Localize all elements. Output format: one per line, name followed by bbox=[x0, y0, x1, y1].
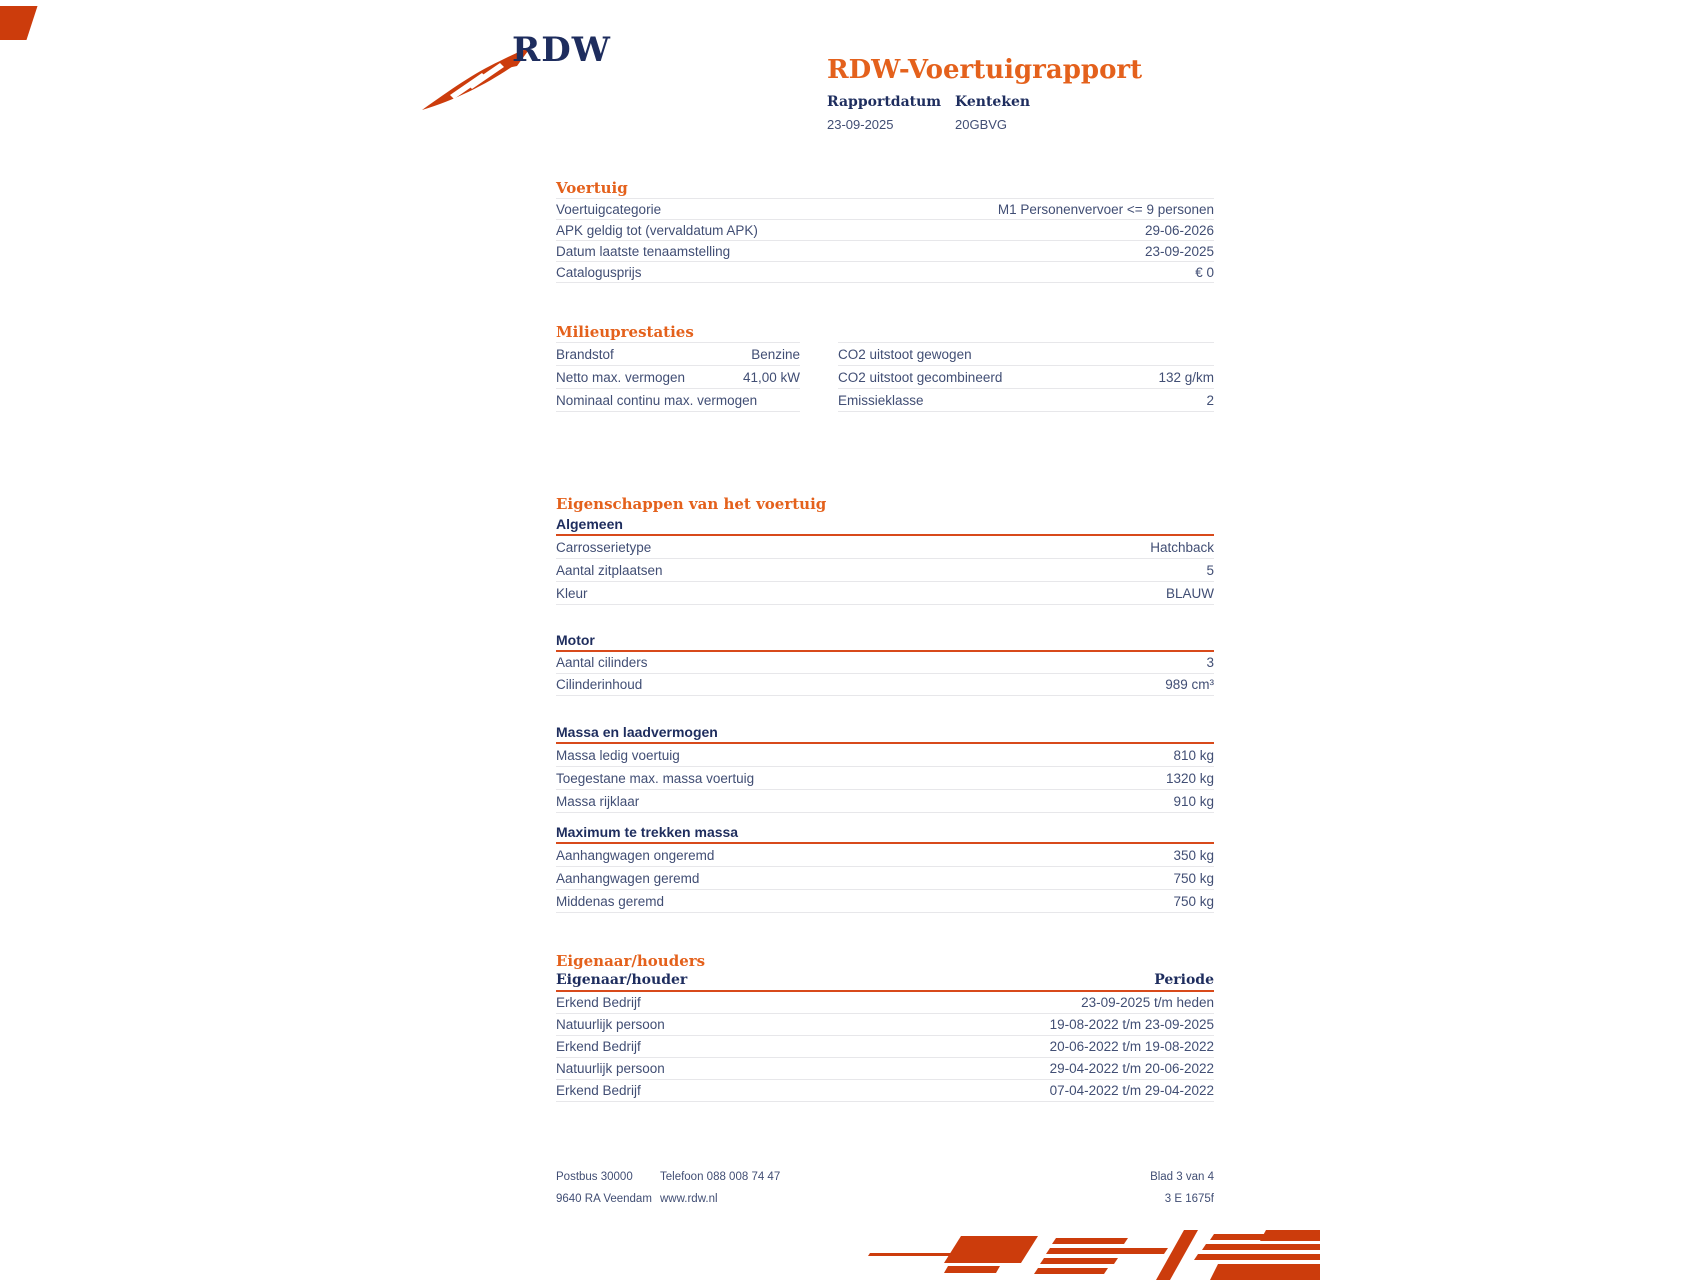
row-label: Middenas geremd bbox=[556, 893, 665, 909]
row-value: 1320 kg bbox=[1165, 770, 1214, 786]
footer-page-info bbox=[1150, 1171, 1214, 1205]
algemeen-table bbox=[556, 534, 1214, 605]
table-row bbox=[556, 343, 800, 366]
table-row bbox=[556, 790, 1214, 813]
page-edge-brand-mark bbox=[0, 6, 38, 40]
speed-lines-graphic bbox=[866, 1230, 1320, 1280]
table-row bbox=[838, 366, 1214, 389]
footer-contact bbox=[660, 1171, 780, 1205]
row-value: 910 kg bbox=[1173, 793, 1214, 809]
row-label: Netto max. vermogen bbox=[556, 369, 686, 385]
report-date-label: Rapportdatum bbox=[827, 94, 942, 110]
table-row bbox=[556, 366, 800, 389]
footer-postbus: Postbus 30000 bbox=[556, 1171, 633, 1183]
subsection-trekken bbox=[556, 822, 1214, 913]
row-value: 350 kg bbox=[1173, 847, 1214, 863]
row-value: 132 g/km bbox=[1158, 369, 1214, 385]
subsection-motor bbox=[556, 630, 1214, 696]
owner-period: 07-04-2022 t/m 29-04-2022 bbox=[1049, 1083, 1214, 1098]
table-row bbox=[556, 767, 1214, 790]
row-label: Voertuigcategorie bbox=[556, 201, 662, 217]
owner-type: Erkend Bedrijf bbox=[556, 1039, 641, 1054]
subsection-title: Massa en laadvermogen bbox=[556, 724, 718, 740]
table-row bbox=[556, 1014, 1214, 1036]
row-value: Hatchback bbox=[1150, 539, 1214, 555]
row-label: Aantal zitplaatsen bbox=[556, 562, 663, 578]
footer-phone: Telefoon 088 008 74 47 bbox=[660, 1171, 781, 1183]
row-label: CO2 uitstoot gecombineerd bbox=[838, 369, 1003, 385]
footer-page-indicator: Blad 3 van 4 bbox=[1150, 1171, 1214, 1183]
table-row bbox=[838, 343, 1214, 366]
row-label: CO2 uitstoot gewogen bbox=[838, 346, 972, 362]
table-row bbox=[556, 992, 1214, 1014]
row-value: 5 bbox=[1206, 562, 1214, 578]
owners-col-owner: Eigenaar/houder bbox=[556, 972, 688, 988]
row-label: Aanhangwagen geremd bbox=[556, 870, 700, 886]
row-value: 3 bbox=[1206, 655, 1214, 670]
table-row bbox=[556, 890, 1214, 913]
section-eigenaars bbox=[556, 951, 1214, 1102]
section-eigenschappen bbox=[556, 494, 1214, 914]
owner-type: Natuurlijk persoon bbox=[556, 1061, 665, 1076]
owner-type: Natuurlijk persoon bbox=[556, 1017, 665, 1032]
row-value: 750 kg bbox=[1173, 893, 1214, 909]
section-title: Milieuprestaties bbox=[556, 323, 694, 341]
row-value: 2 bbox=[1206, 392, 1214, 408]
section-title: Eigenschappen van het voertuig bbox=[556, 495, 827, 513]
owner-period: 23-09-2025 t/m heden bbox=[1081, 995, 1214, 1010]
subsection-massa bbox=[556, 722, 1214, 813]
table-row bbox=[556, 199, 1214, 220]
row-value: 750 kg bbox=[1173, 870, 1214, 886]
row-label: Aantal cilinders bbox=[556, 655, 648, 670]
table-row bbox=[556, 262, 1214, 283]
table-row bbox=[838, 389, 1214, 412]
section-milieuprestaties bbox=[556, 322, 1214, 412]
row-value: 29-06-2026 bbox=[1144, 222, 1214, 238]
row-label: APK geldig tot (vervaldatum APK) bbox=[556, 222, 758, 238]
table-row bbox=[556, 389, 800, 412]
owners-col-period: Periode bbox=[1154, 972, 1214, 988]
motor-table bbox=[556, 650, 1214, 696]
owner-period: 19-08-2022 t/m 23-09-2025 bbox=[1049, 1017, 1214, 1032]
table-row bbox=[556, 536, 1214, 559]
row-value: 23-09-2025 bbox=[1144, 243, 1214, 259]
rdw-wordmark: RDW bbox=[512, 30, 611, 70]
row-value: 989 cm³ bbox=[1165, 677, 1214, 692]
report-content bbox=[556, 0, 1214, 1280]
row-value: 41,00 kW bbox=[742, 369, 800, 385]
table-row bbox=[556, 1080, 1214, 1102]
owners-table bbox=[556, 992, 1214, 1102]
row-label: Kleur bbox=[556, 585, 588, 601]
kenteken-value: 20GBVG bbox=[955, 117, 1008, 132]
milieu-right-table bbox=[838, 342, 1214, 412]
row-label: Emissieklasse bbox=[838, 392, 924, 408]
row-label: Carrosserietype bbox=[556, 539, 652, 555]
milieu-gap bbox=[800, 342, 838, 412]
table-row bbox=[556, 867, 1214, 890]
table-row bbox=[556, 844, 1214, 867]
row-value: BLAUW bbox=[1165, 585, 1214, 601]
row-value: 810 kg bbox=[1173, 747, 1214, 763]
table-row bbox=[556, 1036, 1214, 1058]
footer-city: 9640 RA Veendam bbox=[556, 1193, 652, 1205]
footer-website: www.rdw.nl bbox=[660, 1193, 718, 1205]
row-value: Benzine bbox=[751, 346, 800, 362]
owner-type: Erkend Bedrijf bbox=[556, 1083, 641, 1098]
trekken-table bbox=[556, 842, 1214, 913]
voertuig-table bbox=[556, 198, 1214, 283]
footer-address bbox=[556, 1171, 652, 1205]
owners-header-row bbox=[556, 971, 1214, 992]
owner-period: 20-06-2022 t/m 19-08-2022 bbox=[1049, 1039, 1214, 1054]
subsection-algemeen bbox=[556, 514, 1214, 605]
table-row bbox=[556, 744, 1214, 767]
table-row bbox=[556, 582, 1214, 605]
table-row bbox=[556, 674, 1214, 696]
report-title: RDW-Voertuigrapport bbox=[827, 55, 1143, 86]
section-voertuig bbox=[556, 178, 1214, 283]
subsection-title: Maximum te trekken massa bbox=[556, 824, 739, 840]
table-row bbox=[556, 559, 1214, 582]
owner-type: Erkend Bedrijf bbox=[556, 995, 641, 1010]
massa-table bbox=[556, 742, 1214, 813]
milieu-left-table bbox=[556, 342, 800, 412]
subsection-title: Algemeen bbox=[556, 516, 623, 532]
footer-form-code: 3 E 1675f bbox=[1164, 1193, 1214, 1205]
row-label: Massa rijklaar bbox=[556, 793, 640, 809]
kenteken-label: Kenteken bbox=[955, 94, 1031, 110]
owner-period: 29-04-2022 t/m 20-06-2022 bbox=[1049, 1061, 1214, 1076]
row-label: Brandstof bbox=[556, 346, 614, 362]
subsection-title: Motor bbox=[556, 632, 595, 648]
row-value: M1 Personenvervoer <= 9 personen bbox=[997, 201, 1214, 217]
milieu-tables bbox=[556, 342, 1214, 412]
section-title: Voertuig bbox=[556, 179, 628, 197]
table-row bbox=[556, 220, 1214, 241]
row-label: Datum laatste tenaamstelling bbox=[556, 243, 731, 259]
row-value: € 0 bbox=[1195, 264, 1214, 280]
row-label: Catalogusprijs bbox=[556, 264, 642, 280]
section-title: Eigenaar/houders bbox=[556, 952, 706, 970]
row-label: Nominaal continu max. vermogen bbox=[556, 392, 758, 408]
row-label: Cilinderinhoud bbox=[556, 677, 643, 692]
table-row bbox=[556, 241, 1214, 262]
row-label: Massa ledig voertuig bbox=[556, 747, 680, 763]
row-label: Aanhangwagen ongeremd bbox=[556, 847, 715, 863]
table-row bbox=[556, 652, 1214, 674]
table-row bbox=[556, 1058, 1214, 1080]
report-date-value: 23-09-2025 bbox=[827, 117, 894, 132]
row-label: Toegestane max. massa voertuig bbox=[556, 770, 755, 786]
